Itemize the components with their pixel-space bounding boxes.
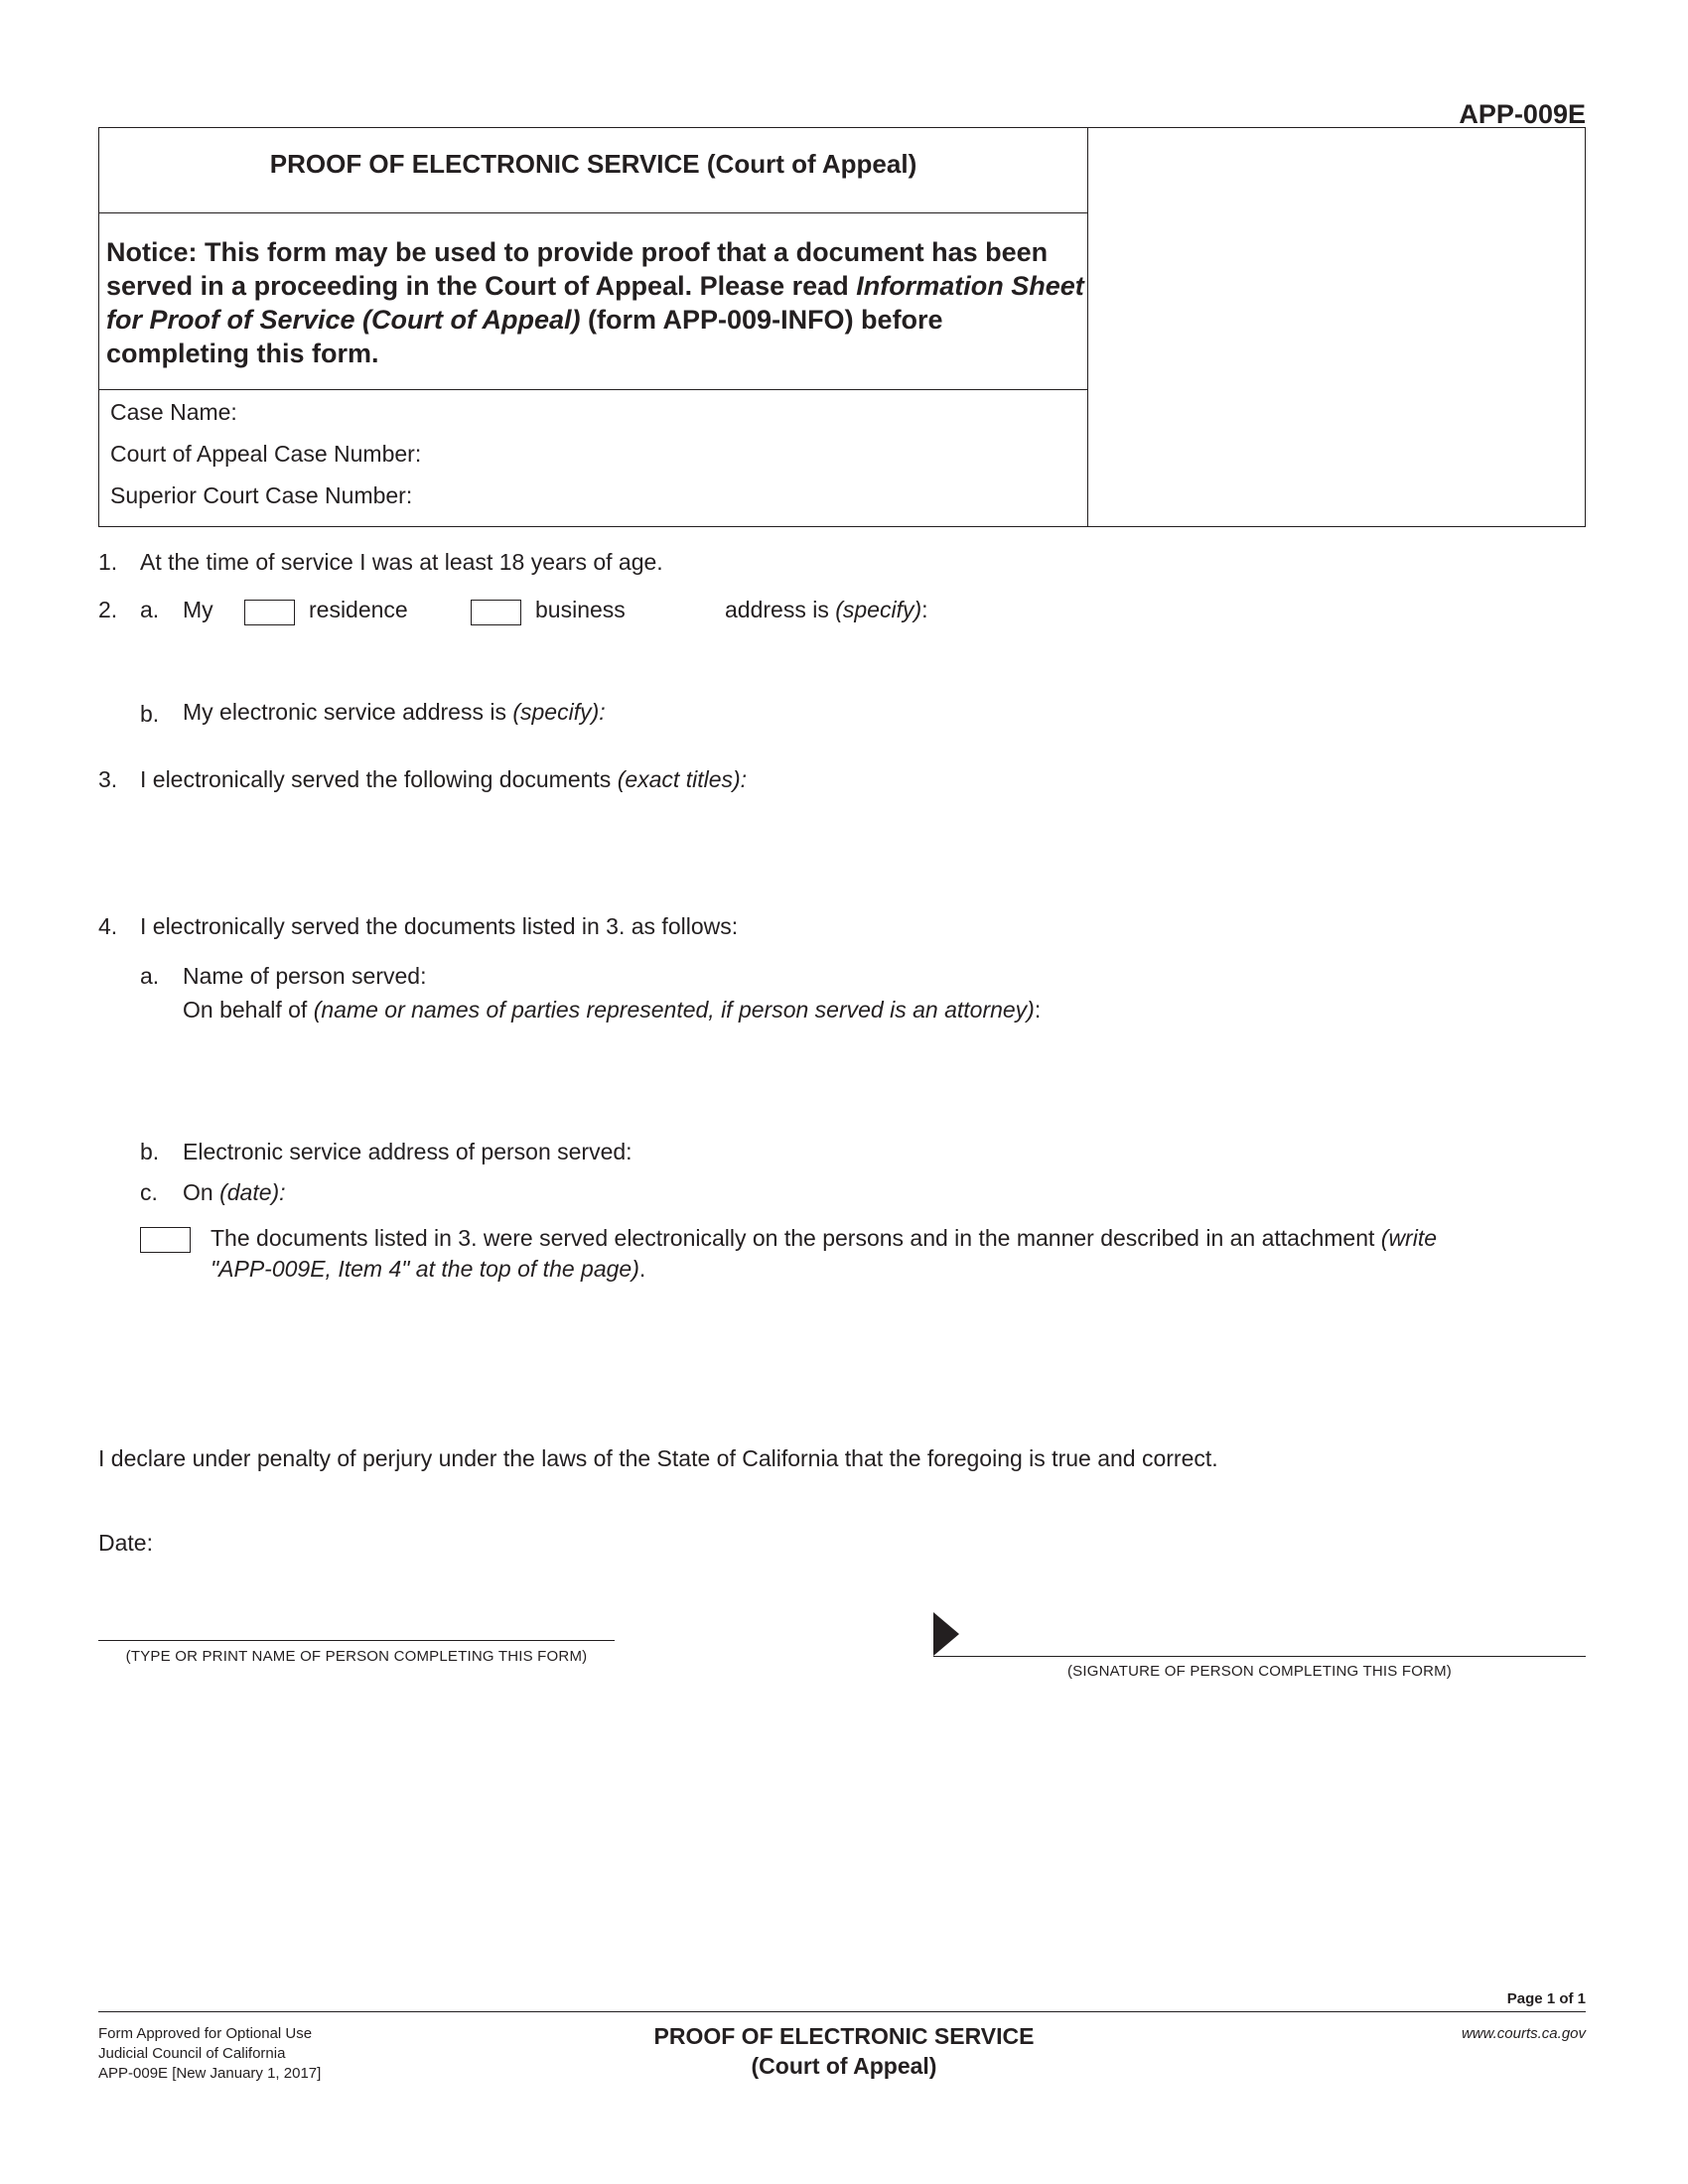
date-label: Date: (98, 1530, 153, 1556)
business-label: business (535, 597, 626, 622)
electronic-address-label: My electronic service address is (specify): (183, 699, 606, 725)
address-label: address is (specify): (725, 597, 928, 622)
item-1-number: 1. (98, 549, 118, 575)
item-1-text: At the time of service I was at least 18 years of age. (140, 549, 663, 575)
name-caption: (TYPE OR PRINT NAME OF PERSON COMPLETING THIS FORM) (125, 1648, 588, 1665)
declaration: I declare under penalty of perjury under the laws of the State of California that the foregoing is true and correct. (98, 1445, 1218, 1471)
case-name-label: Case Name: (110, 399, 237, 425)
sc-case-number-label: Superior Court Case Number: (110, 482, 413, 508)
item-4b-letter: b. (140, 1139, 160, 1164)
attachment-text-line-2: "APP-009E, Item 4" at the top of the page). (211, 1256, 646, 1282)
footer-title: PROOF OF ELECTRONIC SERVICE (653, 2023, 1035, 2049)
date-served-label: On (date): (183, 1179, 286, 1205)
footer-form-id: APP-009E [New January 1, 2017] (98, 2065, 322, 2082)
footer-council: Judicial Council of California (98, 2045, 286, 2062)
footer-approval: Form Approved for Optional Use (98, 2025, 313, 2042)
item-4c-letter: c. (140, 1179, 158, 1205)
attachment-text-line-1: The documents listed in 3. were served electronically on the persons and in the manner described in an attachment (write (211, 1225, 1438, 1251)
notice: Notice: This form may be used to provide proof that a document has been served in a proceeding in the Court of Appeal. Please read Information Sheet for Proof of Service (Court of Appeal) (form APP-009-INFO) before completing this form. (106, 237, 1084, 368)
signature-arrow-icon (933, 1612, 961, 1656)
footer-rule (98, 2011, 1586, 2012)
signature-line[interactable] (933, 1656, 1586, 1657)
signature-caption: (SIGNATURE OF PERSON COMPLETING THIS FORM) (1066, 1663, 1453, 1680)
coa-case-number-label: Court of Appeal Case Number: (110, 441, 422, 467)
item-4-text: I electronically served the documents listed in 3. as follows: (140, 913, 739, 939)
item-2a-letter: a. (140, 597, 160, 622)
item-3-number: 3. (98, 766, 118, 792)
item-2b-letter: b. (140, 701, 160, 727)
residence-label: residence (309, 597, 408, 622)
page-title: PROOF OF ELECTRONIC SERVICE (Court of Appeal) (269, 149, 917, 179)
residence-checkbox[interactable] (244, 600, 295, 625)
item-4a-letter: a. (140, 963, 160, 989)
header-divider (98, 389, 1088, 390)
footer-subtitle: (Court of Appeal) (751, 2053, 937, 2079)
header-right-box (1087, 127, 1586, 527)
form-number: APP-009E (1459, 99, 1586, 129)
person-served-label: Name of person served: (183, 963, 427, 989)
name-line[interactable] (98, 1640, 615, 1641)
header-divider (98, 212, 1088, 213)
attachment-checkbox[interactable] (140, 1227, 191, 1253)
served-electronic-address-label: Electronic service address of person served: (183, 1139, 633, 1164)
item-2a-my: My (183, 597, 213, 622)
business-checkbox[interactable] (471, 600, 521, 625)
page-number: Page 1 of 1 (1506, 1990, 1586, 2007)
item-2-number: 2. (98, 597, 118, 622)
item-4-number: 4. (98, 913, 118, 939)
on-behalf-label: On behalf of (name or names of parties represented, if person served is an attorney): (183, 997, 1042, 1023)
item-3-text: I electronically served the following documents (exact titles): (140, 766, 748, 792)
footer-website[interactable]: www.courts.ca.gov (1461, 2025, 1586, 2042)
